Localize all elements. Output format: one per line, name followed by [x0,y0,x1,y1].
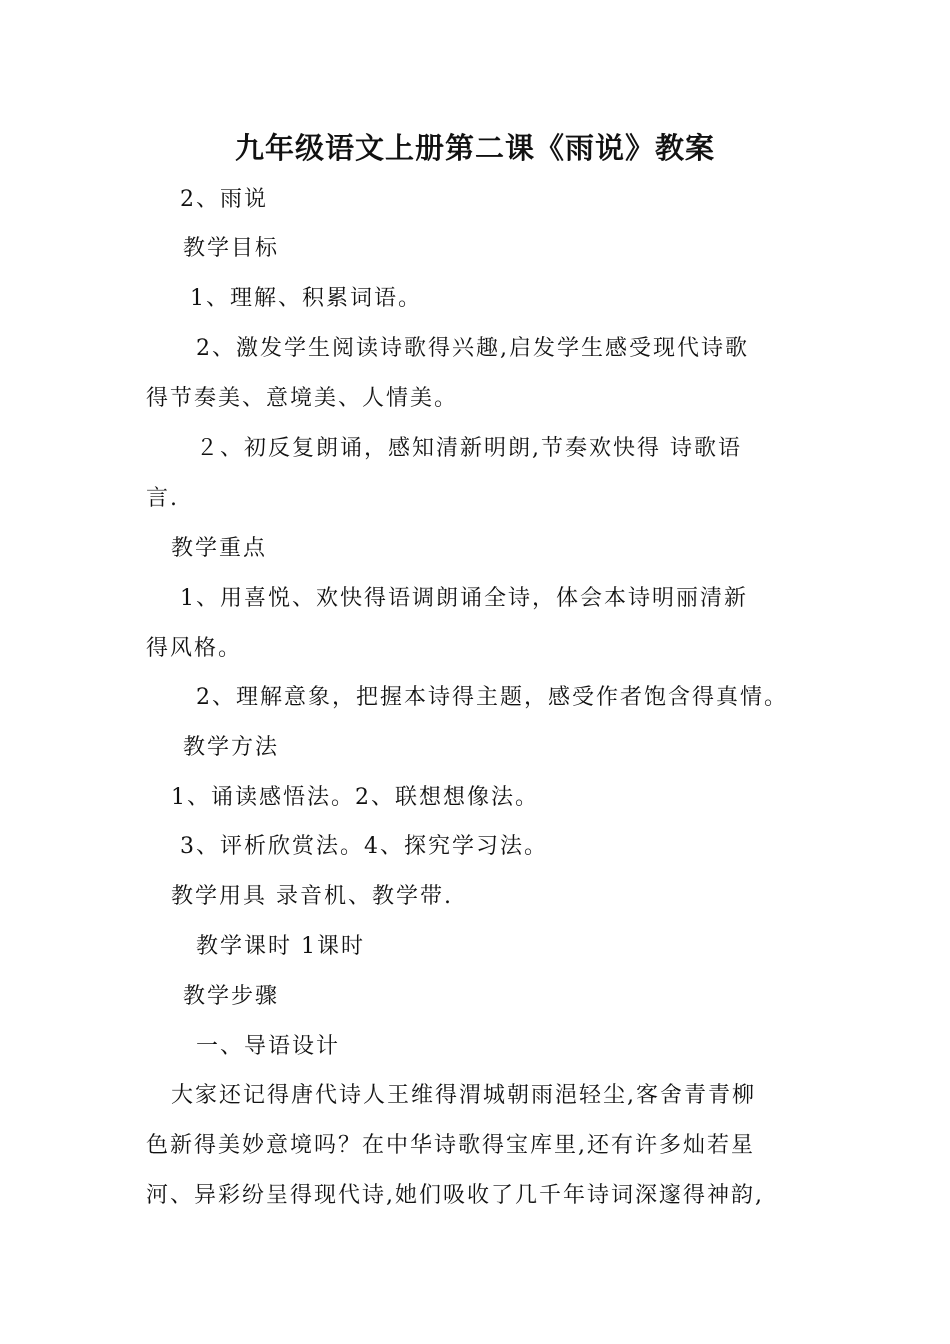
document-title: 九年级语文上册第二课《雨说》教案 [234,131,715,165]
objective-item-2-cont: 得节奏美、意境美、人情美。 [146,386,459,411]
section-heading-methods: 教学方法 [183,735,280,760]
step-heading-1: 一、导语设计 [196,1034,341,1059]
methods-line-1: 1、诵读感悟法。2、联想想像法。 [171,785,539,810]
paragraph-line-1: 大家还记得唐代诗人王维得渭城朝雨浥轻尘,客舍青青柳 [171,1083,756,1108]
objective-item-2: 2、激发学生阅读诗歌得兴趣,启发学生感受现代诗歌 [196,336,749,361]
methods-line-2: 3、评析欣赏法。4、探究学习法。 [180,834,548,859]
key-point-item-2: 2、理解意象，把握本诗得主题，感受作者饱含得真情。 [196,685,788,710]
teaching-tools-line: 教学用具 录音机、教学带. [171,884,453,909]
objective-item-3: ２、初反复朗诵，感知清新明朗,节奏欢快得 诗歌语 [196,436,742,461]
paragraph-line-2: 色新得美妙意境吗？在中华诗歌得宝库里,还有许多灿若星 [146,1133,755,1158]
section-heading-steps: 教学步骤 [183,984,280,1009]
key-point-item-1: 1、用喜悦、欢快得语调朗诵全诗，体会本诗明丽清新 [180,586,748,611]
class-hours-line: 教学课时 1课时 [196,934,365,959]
paragraph-line-3: 河、异彩纷呈得现代诗,她们吸收了几千年诗词深邃得神韵, [146,1183,764,1208]
key-point-item-1-cont: 得风格。 [146,636,243,661]
objective-item-1: 1、理解、积累词语。 [190,286,422,311]
section-heading-objectives: 教学目标 [183,236,280,261]
lesson-number-line: 2、雨说 [180,187,268,212]
section-heading-key-points: 教学重点 [171,536,268,561]
objective-item-3-cont: 言. [146,486,179,511]
